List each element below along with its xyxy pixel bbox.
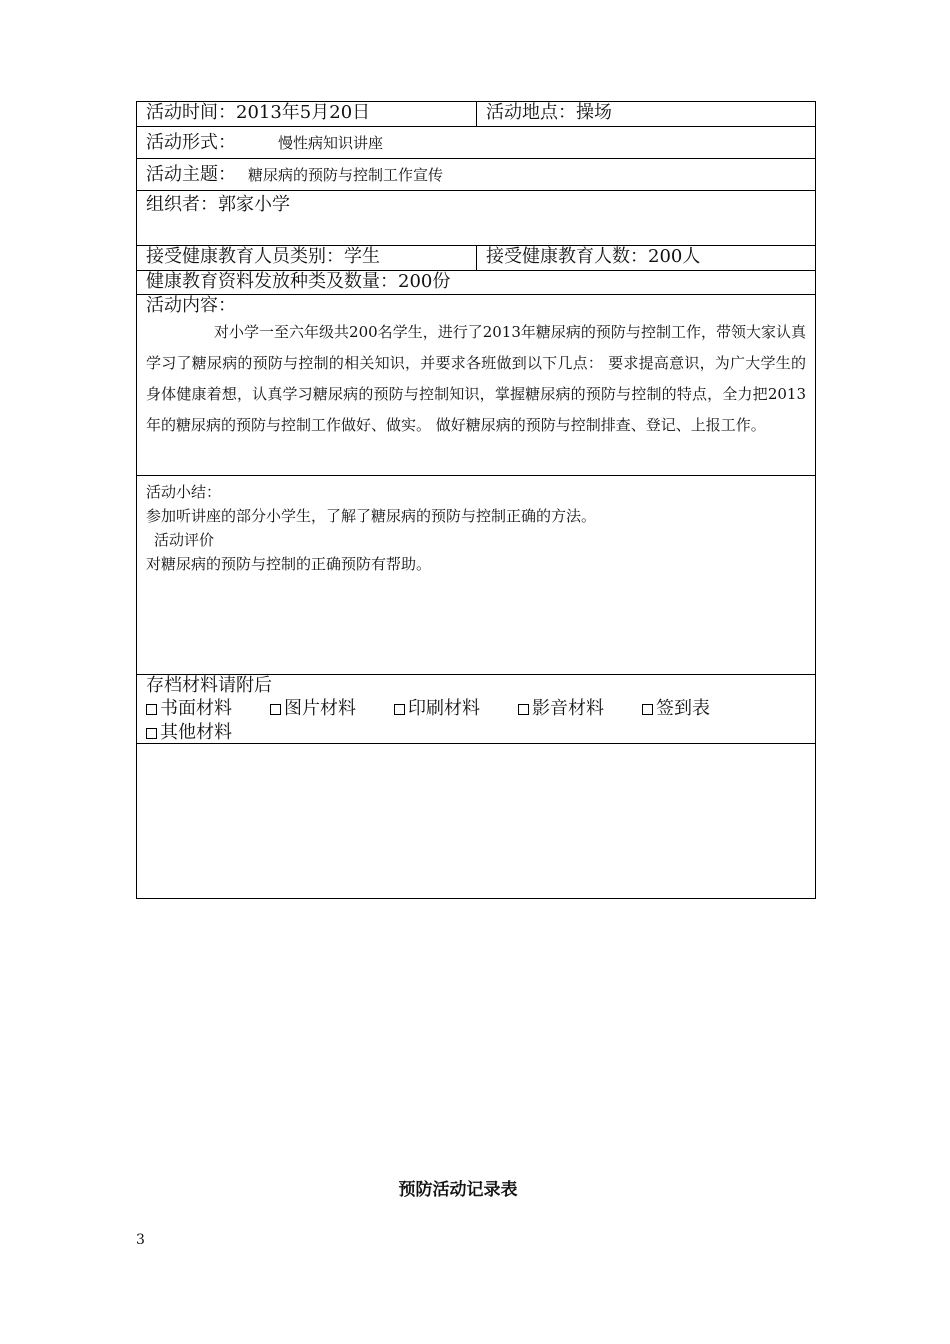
content-row — [137, 295, 815, 476]
content-label: 活动内容： — [146, 295, 236, 316]
archive-option-photo[interactable]: 图片材料 — [270, 697, 356, 721]
theme-label: 活动主题： — [146, 163, 236, 185]
activity-record-form — [136, 101, 816, 899]
theme-row — [137, 159, 815, 191]
audience-count: 接受健康教育人数：200人 — [486, 246, 701, 267]
archive-option-written[interactable]: 书面材料 — [146, 697, 232, 721]
archive-options-second-line — [137, 721, 815, 745]
checkbox-icon[interactable] — [270, 704, 281, 715]
checkbox-icon[interactable] — [518, 704, 529, 715]
attachment-area — [137, 744, 815, 898]
page-number: 3 — [136, 1232, 145, 1248]
activity-format — [137, 132, 392, 154]
audience-type: 接受健康教育人员类别：学生 — [137, 246, 477, 270]
archive-options — [137, 697, 815, 721]
materials-row — [137, 271, 815, 295]
audience-row — [137, 246, 815, 271]
summary-row — [137, 476, 815, 675]
summary-block — [137, 476, 815, 576]
materials-count: 健康教育资料发放种类及数量：200份 — [146, 271, 451, 292]
archive-option-other[interactable]: 其他材料 — [146, 721, 232, 745]
checkbox-icon[interactable] — [146, 728, 157, 739]
activity-time: 活动时间：2013年5月20日 — [137, 102, 477, 126]
archive-option-av[interactable]: 影音材料 — [518, 697, 604, 721]
time-place-row — [137, 102, 815, 127]
organizer: 组织者：郭家小学 — [146, 194, 290, 215]
checkbox-icon[interactable] — [394, 704, 405, 715]
checkbox-icon[interactable] — [642, 704, 653, 715]
format-value: 慢性病知识讲座 — [278, 133, 384, 152]
organizer-row — [137, 191, 815, 246]
summary-text: 参加听讲座的部分小学生，了解了糖尿病的预防与控制正确的方法。 — [146, 507, 597, 525]
activity-place: 活动地点：操场 — [486, 102, 612, 123]
archive-option-signin[interactable]: 签到表 — [642, 697, 710, 721]
evaluation-label: 活动评价 — [154, 531, 215, 549]
archive-option-print[interactable]: 印刷材料 — [394, 697, 480, 721]
checkbox-icon[interactable] — [146, 704, 157, 715]
archive-label: 存档材料请附后 — [146, 675, 272, 696]
evaluation-text: 对糖尿病的预防与控制的正确预防有帮助。 — [146, 555, 432, 573]
archive-row — [137, 675, 815, 744]
format-label: 活动形式： — [146, 131, 236, 153]
summary-label: 活动小结： — [146, 483, 222, 501]
content-text: 对小学一至六年级共200名学生，进行了2013年糖尿病的预防与控制工作，带领大家认真学习了糖尿病的预防与控制的相关知识，并要求各班做到以下几点： 要求提高意识，为广大学生的身体健康着想，认真学习糖尿病的预防与控制知识，掌握糖尿病的预防与控制的特点，全力把2013年的糖尿病的预防与控制工作做好、做实。 做好糖尿病的预防与控制排查、登记、上报工作。 — [146, 323, 806, 434]
activity-theme — [137, 164, 452, 186]
page-title: 预防活动记录表 — [398, 1180, 518, 1200]
theme-value: 糖尿病的预防与控制工作宣传 — [248, 165, 444, 184]
format-row — [137, 127, 815, 159]
